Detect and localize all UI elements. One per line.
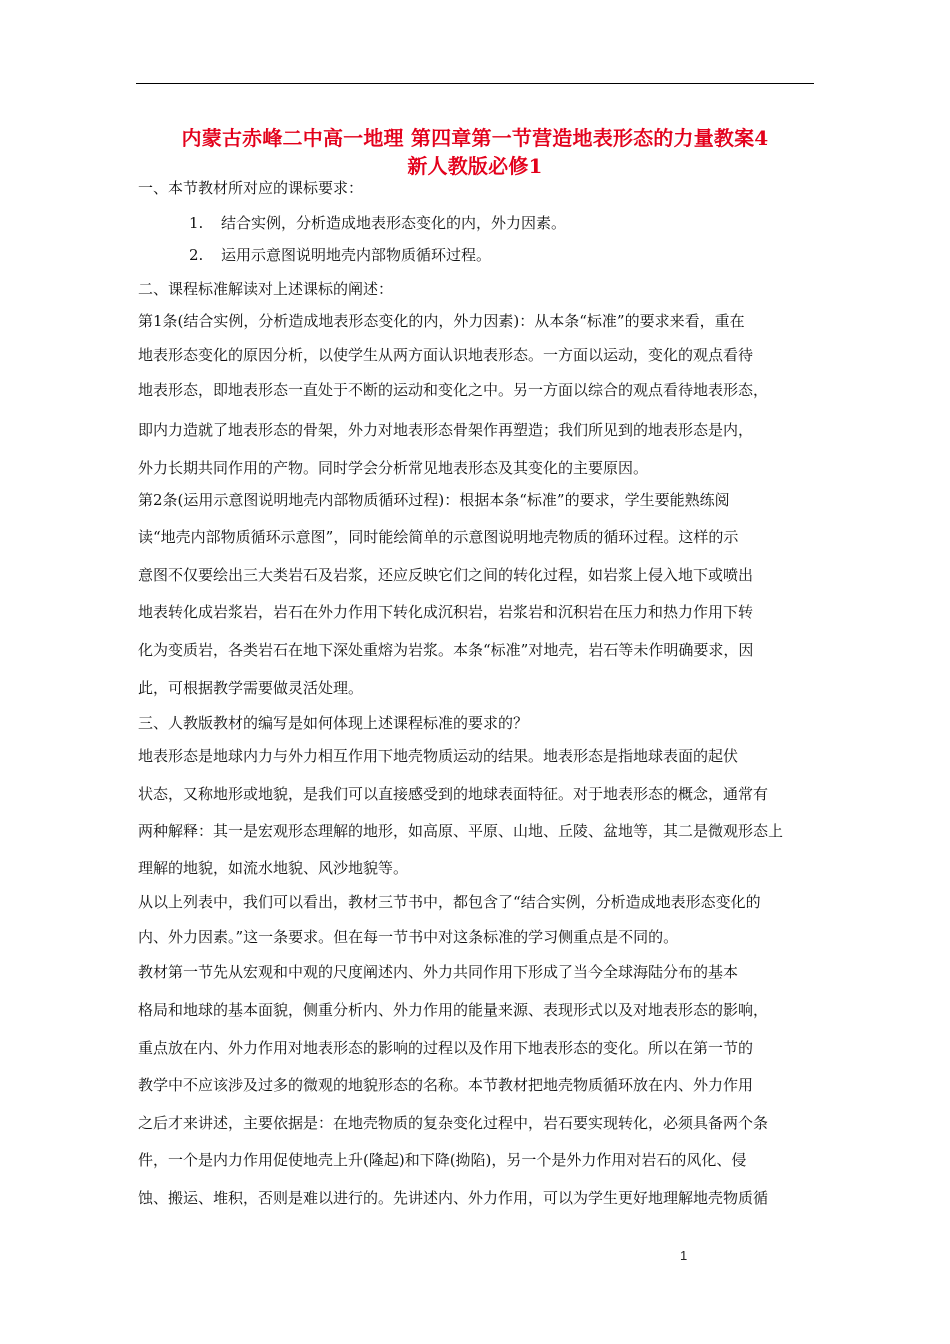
- title-line-1: 内蒙古赤峰二中高一地理 第四章第一节营造地表形态的力量教案4: [181, 126, 769, 150]
- paragraph-line: 此，可根据教学需要做灵活处理。: [138, 679, 364, 697]
- paragraph-line: 从以上列表中，我们可以看出，教材三节书中，都包含了“结合实例，分析造成地表形态变化的: [138, 893, 761, 911]
- paragraph-line: 蚀、搬运、堆积，否则是难以进行的。先讲述内、外力作用，可以为学生更好地理解地壳物质循: [138, 1189, 769, 1207]
- paragraph-line: 内、外力因素。”这一条要求。但在每一节书中对这条标准的学习侧重点是不同的。: [138, 928, 679, 946]
- list-item-text: 运用示意图说明地壳内部物质循环过程。: [221, 246, 492, 264]
- paragraph-line: 第1条(结合实例，分析造成地表形态变化的内，外力因素)：从本条“标准”的要求来看，重在: [138, 312, 745, 330]
- paragraph-line: 理解的地貌，如流水地貌、风沙地貌等。: [138, 859, 409, 877]
- paragraph-line: 地表形态是地球内力与外力相互作用下地壳物质运动的结果。地表形态是指地球表面的起伏: [138, 747, 739, 765]
- paragraph-line: 地表形态，即地表形态一直处于不断的运动和变化之中。另一方面以综合的观点看待地表形态，: [138, 381, 769, 399]
- list-item-text: 结合实例，分析造成地表形态变化的内，外力因素。: [221, 214, 567, 232]
- section-1-heading: 一、本节教材所对应的课标要求：: [138, 179, 364, 197]
- title-line-2: 新人教版必修1: [407, 154, 543, 178]
- paragraph-line: 格局和地球的基本面貌，侧重分析内、外力作用的能量来源、表现形式以及对地表形态的影响，: [138, 1001, 769, 1019]
- paragraph-line: 之后才来讲述，主要依据是：在地壳物质的复杂变化过程中，岩石要实现转化，必须具备两个条: [138, 1114, 769, 1132]
- paragraph-line: 教学中不应该涉及过多的微观的地貌形态的名称。本节教材把地壳物质循环放在内、外力作用: [138, 1076, 754, 1094]
- paragraph-line: 状态，又称地形或地貌，是我们可以直接感受到的地球表面特征。对于地表形态的概念，通常有: [138, 785, 769, 803]
- paragraph-line: 即内力造就了地表形态的骨架，外力对地表形态骨架作再塑造；我们所见到的地表形态是内，: [138, 421, 754, 439]
- paragraph-line: 件，一个是内力作用促使地壳上升(隆起)和下降(拗陷)，另一个是外力作用对岩石的风化、侵: [138, 1151, 747, 1169]
- paragraph-line: 第2条(运用示意图说明地壳内部物质循环过程)：根据本条“标准”的要求，学生要能熟练阅: [138, 491, 730, 509]
- paragraph-line: 意图不仅要绘出三大类岩石及岩浆，还应反映它们之间的转化过程，如岩浆上侵入地下或喷出: [138, 566, 754, 584]
- list-item-number: 2.: [189, 246, 204, 264]
- paragraph-line: 地表形态变化的原因分析，以使学生从两方面认识地表形态。一方面以运动，变化的观点看待: [138, 346, 754, 364]
- document-body: [138, 0, 818, 1344]
- paragraph-line: 外力长期共同作用的产物。同时学会分析常见地表形态及其变化的主要原因。: [138, 459, 649, 477]
- section-2-heading: 二、课程标准解读对上述课标的阐述：: [138, 280, 394, 298]
- paragraph-line: 两种解释：其一是宏观形态理解的地形，如高原、平原、山地、丘陵、盆地等，其二是微观形态上: [138, 822, 784, 840]
- paragraph-line: 化为变质岩，各类岩石在地下深处重熔为岩浆。本条“标准”对地壳，岩石等未作明确要求，因: [138, 641, 754, 659]
- paragraph-line: 地表转化成岩浆岩，岩石在外力作用下转化成沉积岩，岩浆岩和沉积岩在压力和热力作用下转: [138, 603, 754, 621]
- paragraph-line: 重点放在内、外力作用对地表形态的影响的过程以及作用下地表形态的变化。所以在第一节的: [138, 1039, 754, 1057]
- paragraph-line: 教材第一节先从宏观和中观的尺度阐述内、外力共同作用下形成了当今全球海陆分布的基本: [138, 963, 739, 981]
- paragraph-line: 读“地壳内部物质循环示意图”，同时能绘简单的示意图说明地壳物质的循环过程。这样的示: [138, 528, 739, 546]
- list-item-number: 1.: [189, 214, 204, 232]
- section-3-heading: 三、人教版教材的编写是如何体现上述课程标准的要求的？: [138, 714, 529, 732]
- page-number: 1: [680, 1248, 688, 1263]
